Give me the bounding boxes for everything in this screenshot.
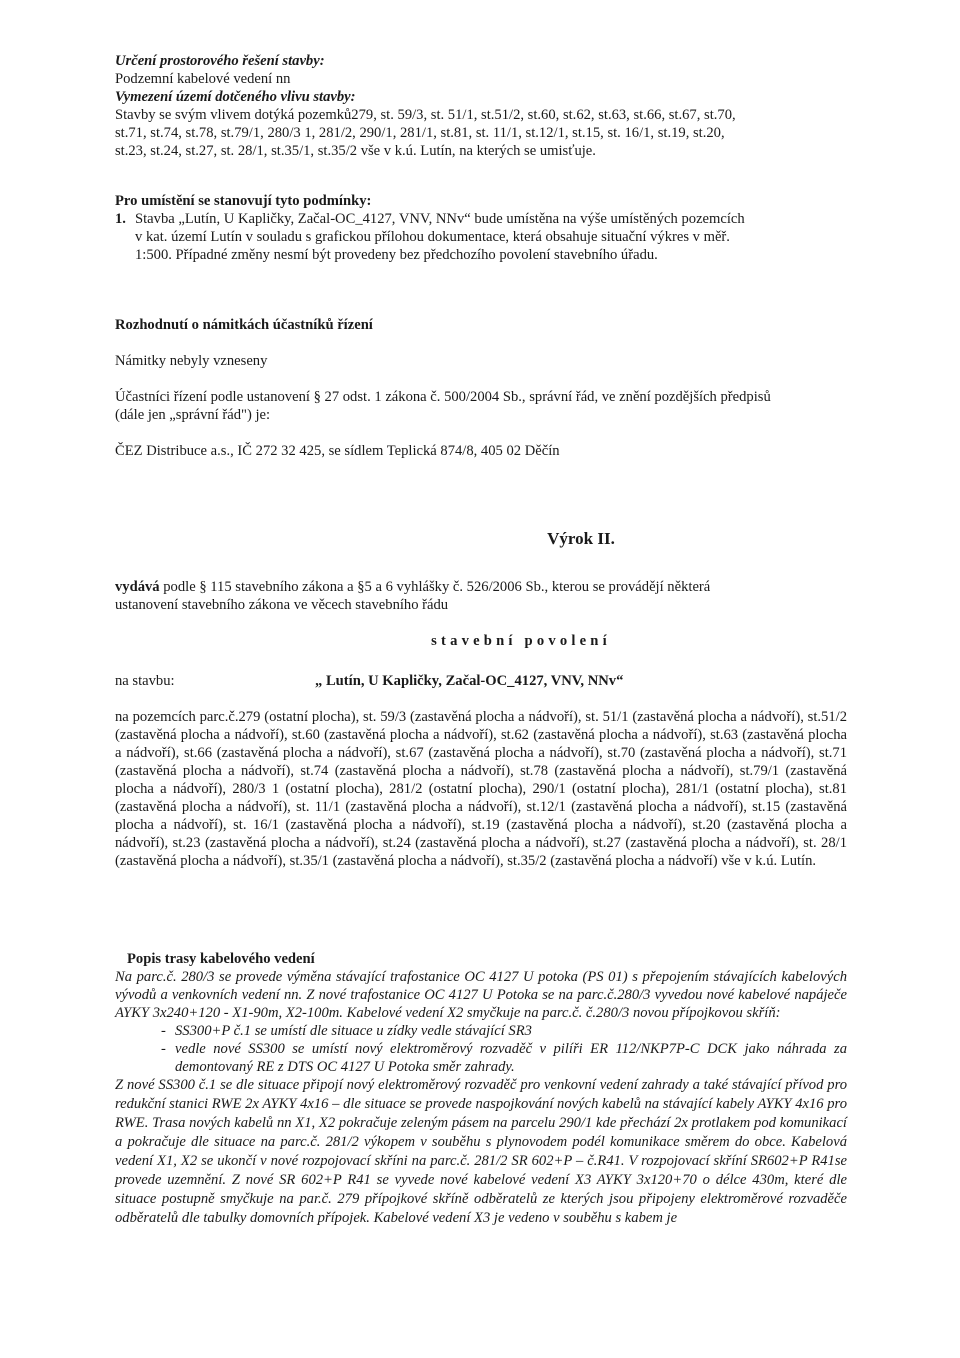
vyrok-title-block: [115, 530, 847, 548]
popis-list: [115, 1022, 847, 1076]
ucastnici-block: [115, 388, 847, 424]
pozemky-block: [115, 708, 847, 870]
namitky-text: Námitky nebyly vzneseny: [115, 353, 268, 369]
urceni-text: Podzemní kabelové vedení nn: [115, 71, 291, 87]
vyrok-title: Výrok II.: [547, 529, 615, 548]
stavebni-povoleni-block: [115, 632, 847, 650]
vymezeni-heading: Vymezení území dotčeného vlivu stavby:: [115, 89, 356, 105]
ucastnici-line: Účastníci řízení podle ustanovení § 27 odst. 1 zákona č. 500/2004 Sb., správní řád, ve znění pozdějších předpisů: [115, 389, 771, 405]
vymezeni-line: st.23, st.24, st.27, st. 28/1, st.35/1, st.35/2 vše v k.ú. Lutín, na kterých se umisťuje.: [115, 143, 596, 159]
podminka-number: 1.: [115, 211, 126, 227]
pozemky-text: na pozemcích parc.č.279 (ostatní plocha), st. 59/3 (zastavěná plocha a nádvoří), st. 51/1 (zastavěná plocha a nádvoří), st.51/2 (zastavěná plocha a nádvoří), st.60 (zastavěná plocha a nádvoří), st.62 (zastavěná plocha a nádvoří), st.63 (zastavěná plocha a nádvoří), st.66 (zastavěná plocha a nádvoří), st.67 (zastavěná plocha a nádvoří), st.70 (zastavěná plocha a nádvoří), st.71 (zastavěná plocha a nádvoří), st.74 (zastavěná plocha a nádvoří), st.78 (zastavěná plocha a nádvoří), st.79/1 (zastavěná plocha a nádvoří), 280/3 1 (ostatní plocha), 281/2 (ostatní plocha), 290/1 (ostatní plocha), 281/1 (ostatní plocha), st.81 (zastavěná plocha a nádvoří), st. 11/1 (zastavěná plocha a nádvoří), st.12/1 (zastavěná plocha a nádvoří), st.15 (zastavěná plocha a nádvoří), st. 16/1 (zastavěná plocha a nádvoří), st.19 (zastavěná plocha a nádvoří), st.20 (zastavěná plocha a nádvoří), st.23 (zastavěná plocha a nádvoří), st.24 (zastavěná plocha a nádvoří), st.27 (zastavěná plocha a nádvoří), st. 28/1 (zastavěná plocha a nádvoří), st.35/1 (zastavěná plocha a nádvoří), st.35/2 (zastavěná plocha a nádvoří) vše v k.ú. Lutín.: [115, 709, 847, 869]
urceni-heading: Určení prostorového řešení stavby:: [115, 53, 325, 69]
na-stavbu-label: na stavbu:: [115, 673, 175, 689]
rozhodnuti-heading: Rozhodnutí o námitkách účastníků řízení: [115, 317, 373, 333]
vydava-block: [115, 578, 847, 614]
na-stavbu-block: [115, 672, 847, 690]
urceni-section: [115, 52, 847, 160]
podminka-line: v kat. území Lutín v souladu s grafickou přílohou dokumentace, která obsahuje situační výkres v měř.: [135, 229, 730, 245]
podminka-line: 1:500. Případné změny nesmí být provedeny bez předchozího povolení stavebního úřadu.: [135, 247, 658, 263]
vydava-word: vydává: [115, 579, 160, 595]
popis-para2: Z nové SS300 č.1 se dle situace připojí nový elektroměrový rozvaděč pro venkovní vedení zahrady a také stávající přívod pro redukční stanici RWE 2x AYKY 4x16 – dle situace se provede naspojkování nových kabelů na stávající kabely AYKY 4x16 pro RWE. Trasa nových kabelů nn X1, X2 pokračuje zeleným pásem na parcelu 290/1 kde přechází 2x protlakem pod komunikací a pokračuje dle situace na parc.č. 281/2 výkopem v souběhu s plynovodem podél komunikace směrem do obce. Kabelová vedení X1, X2 se ukončí v nové rozpojovací skříni na parc.č. 281/2 SR 602+P – č.R41. V rozpojovací skříní SR602+P R41se provede uzemnění. Z nové SR 602+P R41 se vyvede nové kabelové vedení X3 AYKY 3x120+70 o délce 430m, které dle situace postupně smyčkuje na par.č. 279 přípojkové skříně odběratelů ze kterých jsou připojeny elektroměrové rozvaděče odběratelů dle tabulky domovních přípojek. Kabelové vedení X3 je vedeno v souběhu s kabem je: [115, 1077, 847, 1226]
rozhodnuti-section: [115, 316, 847, 334]
stavebni-povoleni-title: stavební povolení: [431, 633, 611, 649]
cez-text: ČEZ Distribuce a.s., IČ 272 32 425, se sídlem Teplická 874/8, 405 02 Děčín: [115, 443, 560, 459]
vymezeni-line: Stavby se svým vlivem dotýká pozemků279, st. 59/3, st. 51/1, st.51/2, st.60, st.62, st.63, st.66, st.67, st.70,: [115, 107, 736, 123]
podminka-line: Stavba „Lutín, U Kapličky, Začal-OC_4127, VNV, NNv“ bude umístěna na výše umístěných pozemcích: [135, 211, 745, 227]
na-stavbu-value: „ Lutín, U Kapličky, Začal-OC_4127, VNV, NNv“: [315, 673, 624, 689]
vydava-line2: ustanovení stavebního zákona ve věcech stavebního řádu: [115, 597, 449, 613]
cez-block: [115, 442, 847, 460]
ucastnici-line: (dále jen „správní řád") je:: [115, 407, 271, 423]
vymezeni-line: st.71, st.74, st.78, st.79/1, 280/3 1, 281/2, 290/1, 281/1, st.81, st. 11/1, st.12/1, st.15, st. 16/1, st.19, st.20,: [115, 125, 725, 141]
vydava-text: podle § 115 stavebního zákona a §5 a 6 vyhlášky č. 526/2006 Sb., kterou se provádějí některá: [159, 579, 711, 595]
podminky-section: [115, 192, 847, 264]
popis-body: [115, 968, 847, 1228]
podminka-item: [115, 210, 847, 264]
podminky-heading: Pro umístění se stanovují tyto podmínky:: [115, 193, 372, 209]
popis-list-item: - SS300+P č.1 se umístí dle situace u zídky vedle stávající SR3: [175, 1022, 847, 1040]
popis-heading: Popis trasy kabelového vedení: [127, 951, 315, 967]
popis-intro: Na parc.č. 280/3 se provede výměna stávající trafostanice OC 4127 U potoka (PS 01) s přepojením stávajících kabelových vývodů a venkovních vedení nn. Z nové trafostanice OC 4127 U Potoka se na parc.č.280/3 vyvedou nové kabelové napáječe AYKY 3x240+120 - X1-90m, X2-100m. Kabelové vedení X2 smyčkuje na parc.č. č.280/3 novou přípojkovou skříň:: [115, 969, 847, 1021]
popis-list-item: - vedle nové SS300 se umístí nový elektroměrový rozvaděč v pilíři ER 112/NKP7P-C DCK jako náhrada za demontovaný RE z DTS OC 4127 U Potoka směr zahrady.: [175, 1040, 847, 1076]
namitky-block: [115, 352, 847, 370]
popis-heading-block: [115, 950, 847, 968]
